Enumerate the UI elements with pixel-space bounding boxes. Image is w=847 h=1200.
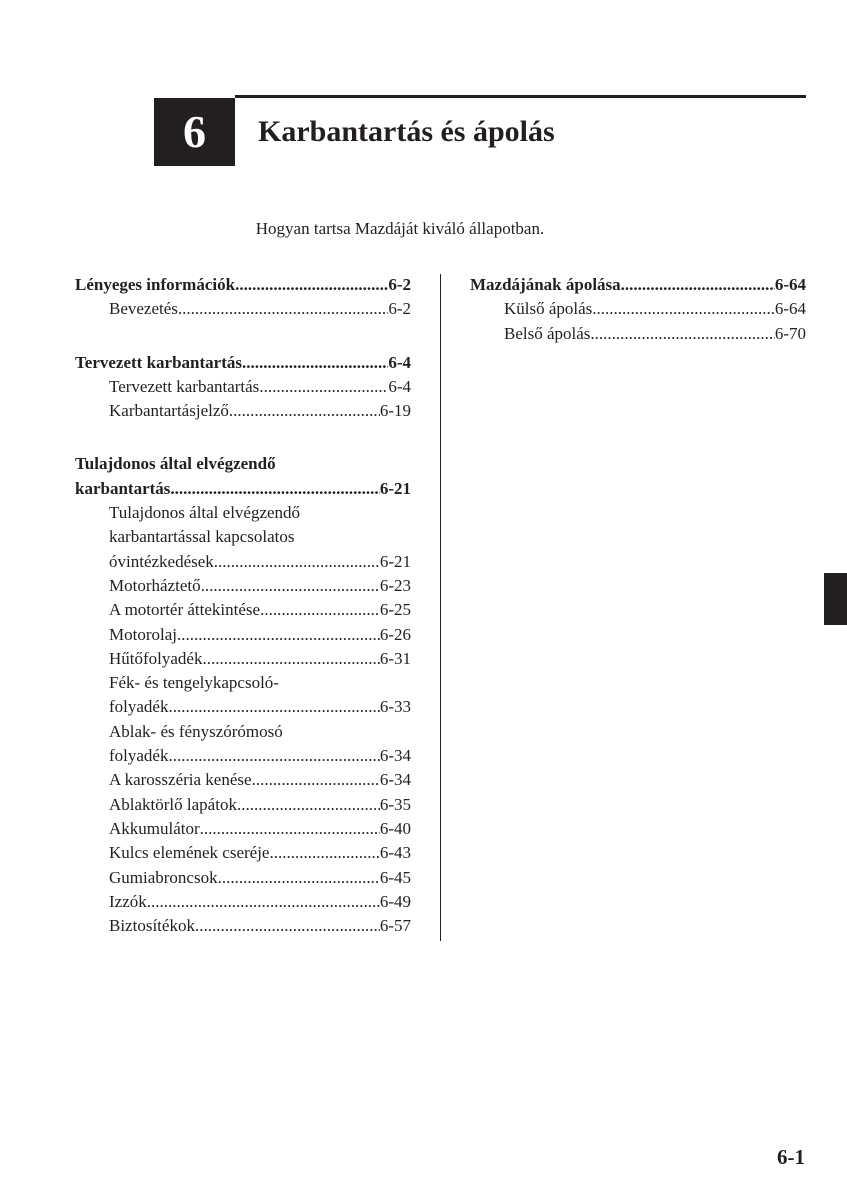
toc-section-owner-maintenance — [75, 452, 411, 938]
dot-leader — [235, 273, 388, 297]
toc-right-column — [470, 273, 806, 375]
toc-heading-label: Tulajdonos által elvégzendő — [75, 454, 276, 474]
toc-entry[interactable] — [75, 866, 411, 890]
toc-section-heading[interactable] — [470, 273, 806, 297]
dot-leader — [201, 574, 380, 598]
toc-entry-label: folyadék — [109, 746, 169, 766]
dot-leader — [218, 866, 380, 890]
dot-leader — [269, 841, 379, 865]
toc-page-number: 6-70 — [774, 323, 806, 343]
toc-page-number: 6-19 — [379, 401, 411, 421]
toc-entry[interactable] — [75, 574, 411, 598]
toc-entry-label: Kulcs elemének cseréje — [109, 843, 270, 863]
toc-entry[interactable] — [75, 793, 411, 817]
toc-page-number: 6-35 — [379, 794, 411, 814]
toc-entry-label: Tulajdonos által elvégzendő — [109, 503, 301, 523]
chapter-title: Karbantartás és ápolás — [258, 115, 555, 148]
dot-leader — [170, 477, 379, 501]
column-divider — [440, 274, 441, 941]
dot-leader — [237, 793, 380, 817]
dot-leader — [592, 297, 775, 321]
dot-leader — [195, 914, 380, 938]
dot-leader — [214, 550, 380, 574]
toc-entry[interactable] — [75, 375, 411, 399]
dot-leader — [147, 890, 380, 914]
toc-entry[interactable] — [75, 744, 411, 768]
toc-entry-label: Gumiabroncsok — [109, 867, 218, 887]
chapter-thumb-tab — [824, 573, 847, 625]
header-rule — [235, 95, 806, 98]
toc-entry-label: Ablak- és fényszórómosó — [109, 721, 283, 741]
toc-page-number: 6-33 — [379, 697, 411, 717]
toc-entry[interactable] — [470, 297, 806, 321]
toc-entry-label: Akkumulátor — [109, 818, 200, 838]
toc-heading-label: Lényeges információk — [75, 275, 236, 294]
dot-leader — [178, 297, 388, 321]
toc-heading-label: Tervezett karbantartás — [75, 352, 242, 372]
toc-entry-label: Belső ápolás — [504, 323, 591, 343]
toc-page-number: 6-34 — [379, 746, 411, 766]
chapter-subtitle: Hogyan tartsa Mazdáját kiváló állapotban. — [255, 219, 545, 238]
toc-section-heading[interactable] — [75, 477, 411, 501]
toc-page-number: 6-21 — [379, 478, 411, 498]
dot-leader — [200, 817, 380, 841]
toc-entry-line[interactable] — [75, 720, 411, 744]
toc-section-heading[interactable] — [75, 351, 411, 375]
toc-page-number: 6-43 — [379, 843, 411, 863]
toc-entry-line[interactable] — [75, 671, 411, 695]
dot-leader — [177, 623, 380, 647]
dot-leader — [168, 744, 379, 768]
dot-leader — [590, 322, 774, 346]
toc-entry-label: A karosszéria kenése — [109, 770, 252, 790]
dot-leader — [242, 351, 388, 375]
toc-page-number: 6-57 — [379, 916, 411, 936]
toc-entry[interactable] — [75, 550, 411, 574]
toc-page-number: 6-21 — [379, 551, 411, 571]
toc-entry-label: A motortér áttekintése — [109, 600, 261, 620]
toc-entry[interactable] — [75, 914, 411, 938]
toc-page-number: 6-2 — [388, 275, 411, 294]
toc-entry[interactable] — [75, 890, 411, 914]
toc-entry-label: Biztosítékok — [109, 916, 195, 936]
toc-entry-label: Karbantartásjelző — [109, 401, 229, 421]
toc-page-number: 6-64 — [774, 299, 806, 319]
toc-entry-label: Bevezetés — [109, 299, 178, 319]
toc-entry-label: Külső ápolás — [504, 299, 593, 319]
toc-entry-label: Tervezett karbantartás — [109, 376, 260, 396]
toc-page-number: 6-4 — [388, 352, 411, 372]
dot-leader — [621, 273, 775, 297]
toc-entry-label: óvintézkedések — [109, 551, 214, 571]
toc-page-number: 6-49 — [379, 891, 411, 911]
toc-section-essential-info — [75, 273, 411, 322]
dot-leader — [229, 399, 380, 423]
toc-heading-label: Mazdájának ápolása — [470, 275, 621, 294]
toc-page-number: 6-40 — [379, 818, 411, 838]
toc-entry-line[interactable] — [75, 525, 411, 549]
toc-entry[interactable] — [75, 399, 411, 423]
toc-entry-label: Ablaktörlő lapátok — [109, 794, 237, 814]
page-number: 6-1 — [777, 1145, 805, 1169]
toc-entry-line[interactable] — [75, 501, 411, 525]
toc-page-number: 6-25 — [379, 600, 411, 620]
toc-section-heading-line1[interactable] — [75, 452, 411, 476]
toc-entry[interactable] — [75, 695, 411, 719]
toc-entry[interactable] — [75, 647, 411, 671]
toc-page-number: 6-34 — [379, 770, 411, 790]
toc-page-number: 6-64 — [774, 275, 806, 294]
dot-leader — [202, 647, 379, 671]
toc-page-number: 6-4 — [388, 376, 411, 396]
toc-entry-label: Izzók — [109, 891, 147, 911]
toc-entry[interactable] — [75, 817, 411, 841]
toc-section-car-care — [470, 273, 806, 346]
toc-entry[interactable] — [75, 598, 411, 622]
toc-entry[interactable] — [75, 623, 411, 647]
toc-entry-label: Fék- és tengelykapcsoló- — [109, 673, 279, 693]
toc-entry-label: karbantartással kapcsolatos — [109, 527, 295, 547]
toc-entry[interactable] — [75, 768, 411, 792]
toc-section-scheduled-maintenance — [75, 351, 411, 424]
toc-heading-label: karbantartás — [75, 478, 171, 498]
dot-leader — [168, 695, 379, 719]
toc-left-column — [75, 273, 411, 967]
toc-entry-label: Motorháztető — [109, 575, 201, 595]
toc-page-number: 6-2 — [388, 299, 411, 319]
toc-entry-label: Motorolaj — [109, 624, 177, 644]
toc-entry-label: folyadék — [109, 697, 169, 717]
toc-page-number: 6-45 — [379, 867, 411, 887]
chapter-number: 6 — [154, 98, 235, 166]
dot-leader — [259, 375, 388, 399]
dot-leader — [260, 598, 380, 622]
toc-page-number: 6-26 — [379, 624, 411, 644]
toc-section-heading[interactable] — [75, 273, 411, 297]
toc-entry[interactable] — [470, 322, 806, 346]
toc-entry[interactable] — [75, 297, 411, 321]
toc-entry-label: Hűtőfolyadék — [109, 648, 203, 668]
toc-page-number: 6-23 — [379, 575, 411, 595]
toc-page-number: 6-31 — [379, 648, 411, 668]
dot-leader — [252, 768, 380, 792]
toc-entry[interactable] — [75, 841, 411, 865]
